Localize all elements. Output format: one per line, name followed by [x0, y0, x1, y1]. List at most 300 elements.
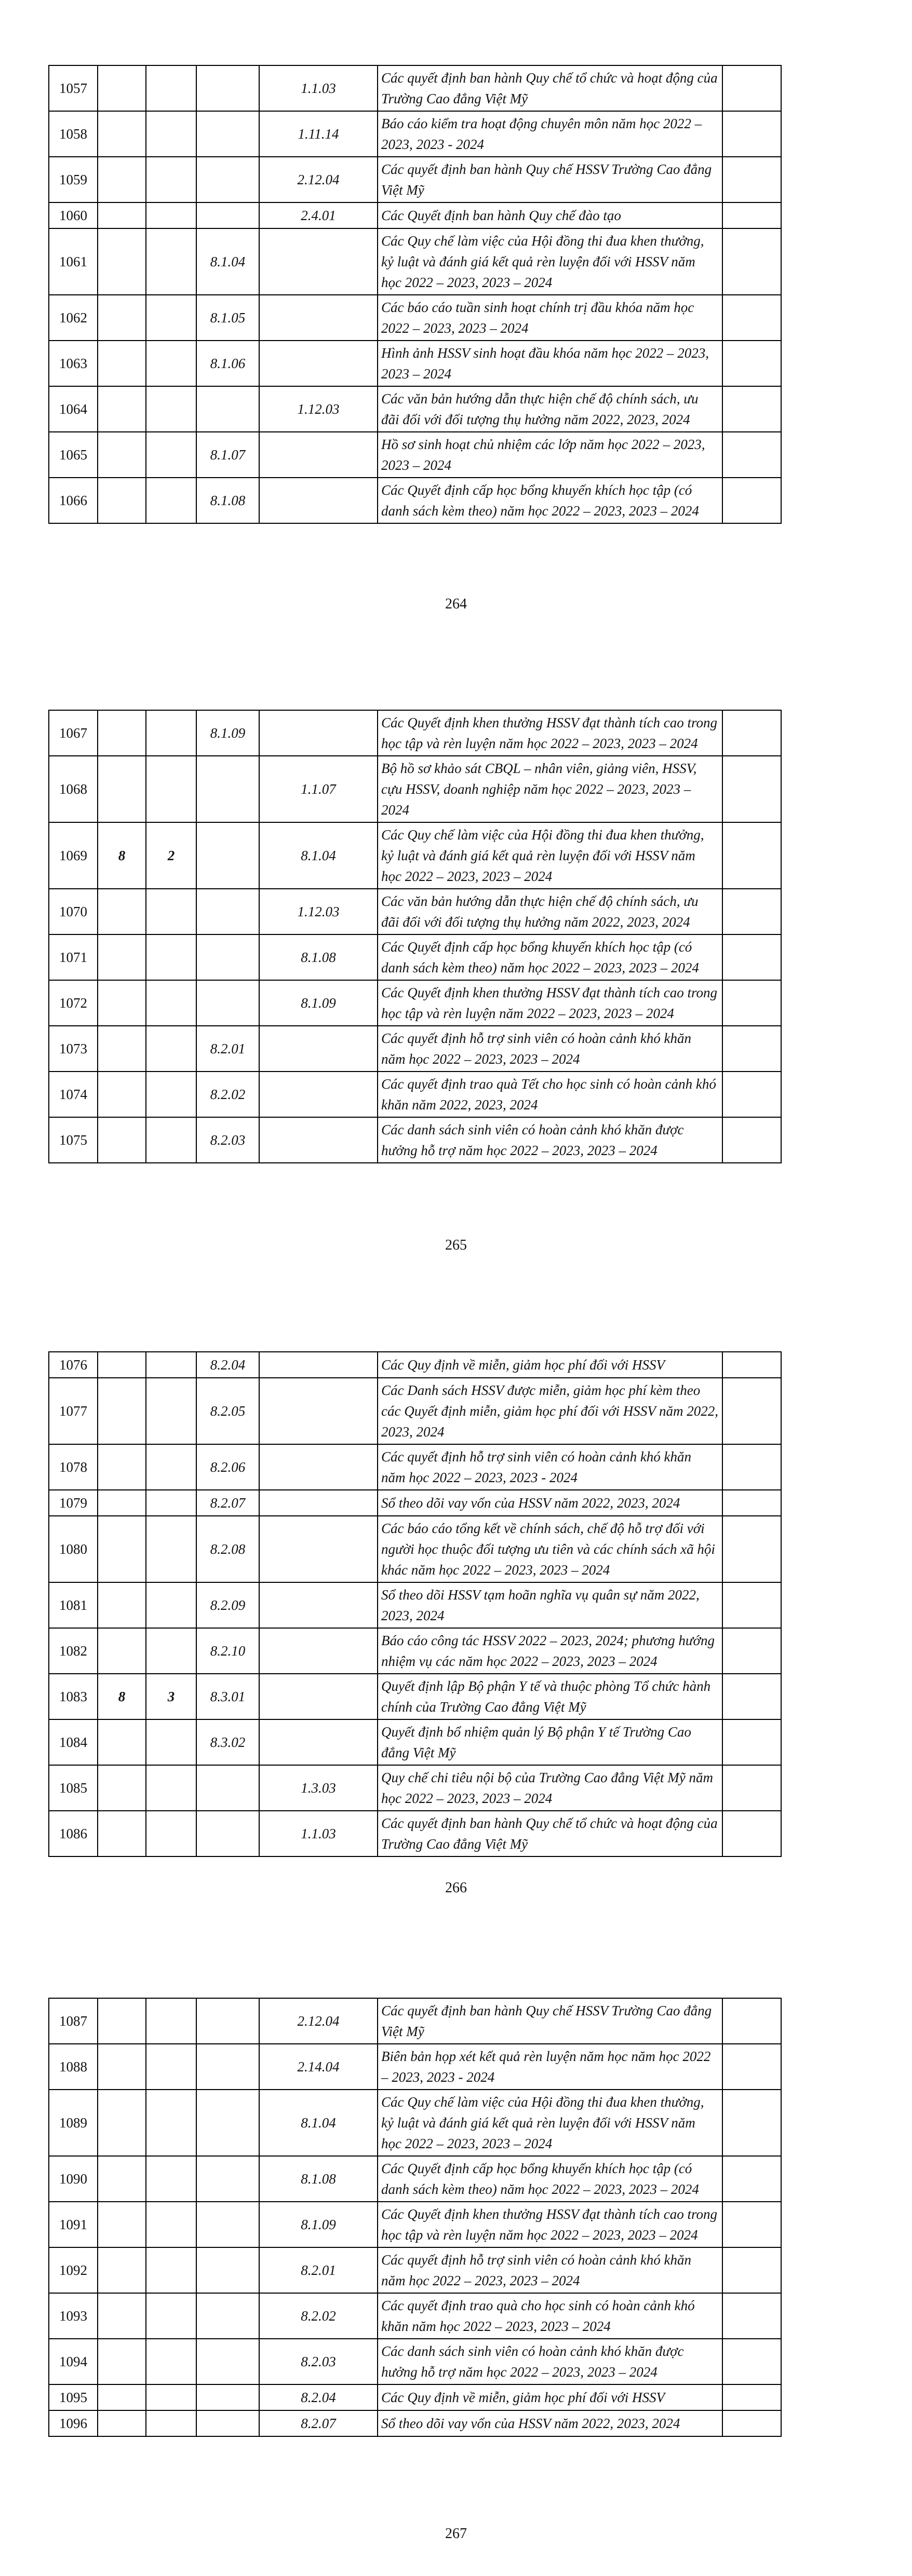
file-code-cell: 1.12.03	[259, 386, 378, 432]
table-row	[49, 202, 781, 228]
ordinal-cell: 1082	[49, 1628, 98, 1674]
description-cell: Biên bản họp xét kết quả rèn luyện năm học năm học 2022 – 2023, 2023 - 2024	[378, 2044, 722, 2090]
file-code-cell	[259, 432, 378, 478]
section-number-cell	[98, 1811, 146, 1856]
table-row	[49, 934, 781, 980]
file-code-cell	[196, 386, 259, 432]
subsection-number-cell	[146, 341, 196, 386]
file-code-cell: 8.1.08	[259, 934, 378, 980]
file-code-cell	[259, 1352, 378, 1378]
description-cell: Các danh sách sinh viên có hoàn cảnh khó khăn được hưởng hỗ trợ năm học 2022 – 2023, 2023 – 2024	[378, 2339, 722, 2384]
description-cell: Các Quyết định khen thưởng HSSV đạt thành tích cao trong học tập và rèn luyện năm 2022 – 2023, 2023 – 2024	[378, 980, 722, 1026]
subsection-number-cell	[146, 295, 196, 341]
file-code-cell	[259, 1582, 378, 1628]
subsection-number-cell	[146, 1811, 196, 1856]
section-number-cell	[98, 1072, 146, 1117]
subsection-number-cell	[146, 157, 196, 202]
subsection-number-cell	[146, 756, 196, 822]
file-code-cell: 1.11.14	[259, 111, 378, 157]
notes-cell	[722, 1582, 781, 1628]
file-code-cell	[196, 157, 259, 202]
description-cell: Các danh sách sinh viên có hoàn cảnh khó khăn được hưởng hỗ trợ năm học 2022 – 2023, 2023 – 2024	[378, 1117, 722, 1163]
description-cell: Báo cáo kiểm tra hoạt động chuyên môn năm học 2022 – 2023, 2023 - 2024	[378, 111, 722, 157]
ordinal-cell: 1080	[49, 1516, 98, 1582]
section-number-cell	[98, 2202, 146, 2247]
notes-cell	[722, 2384, 781, 2410]
file-code-cell	[259, 1072, 378, 1117]
file-code-cell	[196, 2339, 259, 2384]
notes-cell	[722, 1072, 781, 1117]
section-number-cell	[98, 157, 146, 202]
page-number: 266	[445, 1880, 467, 1896]
ordinal-cell: 1092	[49, 2247, 98, 2293]
table-row	[49, 1026, 781, 1072]
section-number-cell	[98, 432, 146, 478]
description-cell: Các Quyết định cấp học bổng khuyến khích học tập (có danh sách kèm theo) năm học 2022 – 2023, 2023 – 2024	[378, 2156, 722, 2202]
table-row	[49, 341, 781, 386]
page-number: 267	[445, 2526, 467, 2542]
section-number-cell	[98, 1490, 146, 1516]
table-row	[49, 2293, 781, 2339]
file-code-cell	[196, 2044, 259, 2090]
file-code-cell: 8.2.09	[196, 1582, 259, 1628]
notes-cell	[722, 822, 781, 889]
table-row	[49, 1444, 781, 1490]
section-number-cell	[98, 1026, 146, 1072]
notes-cell	[722, 2410, 781, 2436]
ordinal-cell: 1086	[49, 1811, 98, 1856]
file-code-cell: 2.12.04	[259, 157, 378, 202]
file-code-cell	[196, 2090, 259, 2156]
file-code-cell: 8.1.09	[259, 2202, 378, 2247]
file-code-cell: 2.14.04	[259, 2044, 378, 2090]
description-cell: Bộ hồ sơ khảo sát CBQL – nhân viên, giảng viên, HSSV, cựu HSSV, doanh nghiệp năm học 2022 – 2023, 2023 – 2024	[378, 756, 722, 822]
table-row	[49, 478, 781, 523]
table-row	[49, 1117, 781, 1163]
description-cell: Các Quy chế làm việc của Hội đồng thi đua khen thưởng, kỷ luật và đánh giá kết quả rèn luyện đối với HSSV năm học 2022 – 2023, 2023 – 2024	[378, 228, 722, 295]
file-code-cell	[196, 2293, 259, 2339]
subsection-number-cell	[146, 111, 196, 157]
file-code-cell	[259, 1117, 378, 1163]
file-code-cell: 8.1.08	[196, 478, 259, 523]
section-number-cell	[98, 1765, 146, 1811]
subsection-number-cell	[146, 1490, 196, 1516]
file-code-cell: 8.2.03	[196, 1117, 259, 1163]
file-code-cell: 8.2.02	[196, 1072, 259, 1117]
notes-cell	[722, 2247, 781, 2293]
subsection-number-cell	[146, 1516, 196, 1582]
table-row	[49, 1352, 781, 1378]
subsection-number-cell	[146, 889, 196, 934]
section-number-cell	[98, 295, 146, 341]
table-row	[49, 889, 781, 934]
ordinal-cell: 1075	[49, 1117, 98, 1163]
ordinal-cell: 1069	[49, 822, 98, 889]
subsection-number-cell	[146, 934, 196, 980]
ordinal-cell: 1059	[49, 157, 98, 202]
table-row	[49, 432, 781, 478]
ordinal-cell: 1074	[49, 1072, 98, 1117]
ordinal-cell: 1093	[49, 2293, 98, 2339]
notes-cell	[722, 980, 781, 1026]
ordinal-cell: 1085	[49, 1765, 98, 1811]
table-row	[49, 1811, 781, 1856]
file-code-cell: 8.3.01	[196, 1674, 259, 1719]
table-row	[49, 1765, 781, 1811]
subsection-number-cell	[146, 2339, 196, 2384]
description-cell: Sổ theo dõi vay vốn của HSSV năm 2022, 2023, 2024	[378, 1490, 722, 1516]
notes-cell	[722, 1117, 781, 1163]
description-cell: Các Quyết định cấp học bổng khuyến khích học tập (có danh sách kèm theo) năm học 2022 – 2023, 2023 – 2024	[378, 478, 722, 523]
table-row	[49, 2339, 781, 2384]
file-code-cell	[196, 2247, 259, 2293]
description-cell: Các Quyết định khen thưởng HSSV đạt thành tích cao trong học tập và rèn luyện năm học 2022 – 2023, 2023 – 2024	[378, 710, 722, 756]
document-page-267	[48, 1998, 781, 2437]
subsection-number-cell	[146, 2247, 196, 2293]
file-code-cell	[196, 934, 259, 980]
subsection-number-cell	[146, 65, 196, 111]
notes-cell	[722, 1490, 781, 1516]
file-code-cell	[196, 2384, 259, 2410]
notes-cell	[722, 1628, 781, 1674]
file-code-cell	[259, 295, 378, 341]
file-code-cell: 1.3.03	[259, 1765, 378, 1811]
subsection-number-cell	[146, 2156, 196, 2202]
subsection-number-cell	[146, 710, 196, 756]
section-number-cell	[98, 1582, 146, 1628]
description-cell: Quy chế chi tiêu nội bộ của Trường Cao đẳng Việt Mỹ năm học 2022 – 2023, 2023 – 2024	[378, 1765, 722, 1811]
section-number-cell	[98, 2410, 146, 2436]
ordinal-cell: 1070	[49, 889, 98, 934]
file-code-cell: 8.1.04	[259, 822, 378, 889]
ordinal-cell: 1081	[49, 1582, 98, 1628]
description-cell: Các Quyết định ban hành Quy chế đào tạo	[378, 202, 722, 228]
description-cell: Hình ảnh HSSV sinh hoạt đầu khóa năm học 2022 – 2023, 2023 – 2024	[378, 341, 722, 386]
ordinal-cell: 1063	[49, 341, 98, 386]
section-number-cell	[98, 934, 146, 980]
file-code-cell	[196, 111, 259, 157]
section-number-cell	[98, 202, 146, 228]
notes-cell	[722, 2202, 781, 2247]
description-cell: Các Danh sách HSSV được miễn, giảm học phí kèm theo các Quyết định miễn, giảm học phí đối với HSSV năm 2022, 2023, 2024	[378, 1378, 722, 1444]
subsection-number-cell	[146, 2410, 196, 2436]
description-cell: Các quyết định hỗ trợ sinh viên có hoàn cảnh khó khăn năm học 2022 – 2023, 2023 – 2024	[378, 2247, 722, 2293]
description-cell: Các Quy chế làm việc của Hội đồng thi đua khen thưởng, kỷ luật và đánh giá kết quả rèn luyện đối với HSSV năm học 2022 – 2023, 2023 – 2024	[378, 822, 722, 889]
table-row	[49, 710, 781, 756]
subsection-number-cell	[146, 1719, 196, 1765]
document-page-264	[48, 65, 781, 524]
archive-inventory-table	[48, 65, 782, 524]
section-number-cell	[98, 1117, 146, 1163]
description-cell: Các Quyết định cấp học bổng khuyến khích học tập (có danh sách kèm theo) năm học 2022 – 2023, 2023 – 2024	[378, 934, 722, 980]
notes-cell	[722, 2293, 781, 2339]
table-row	[49, 1516, 781, 1582]
file-code-cell	[196, 2410, 259, 2436]
ordinal-cell: 1090	[49, 2156, 98, 2202]
description-cell: Các báo cáo tổng kết về chính sách, chế độ hỗ trợ đối với người học thuộc đối tượng ưu tiên và các chính sách xã hội khác năm học 2022 – 2023, 2023 – 2024	[378, 1516, 722, 1582]
table-row	[49, 111, 781, 157]
subsection-number-cell	[146, 228, 196, 295]
subsection-number-cell	[146, 478, 196, 523]
description-cell: Các quyết định ban hành Quy chế HSSV Trường Cao đẳng Việt Mỹ	[378, 1998, 722, 2044]
file-code-cell	[259, 1516, 378, 1582]
description-cell: Các văn bản hướng dẫn thực hiện chế độ chính sách, ưu đãi đối với đối tượng thụ hưởng năm 2022, 2023, 2024	[378, 889, 722, 934]
table-row	[49, 1628, 781, 1674]
description-cell: Các Quyết định khen thưởng HSSV đạt thành tích cao trong học tập và rèn luyện năm học 2022 – 2023, 2023 – 2024	[378, 2202, 722, 2247]
description-cell: Các quyết định ban hành Quy chế tổ chức và hoạt động của Trường Cao đẳng Việt Mỹ	[378, 1811, 722, 1856]
table-row	[49, 980, 781, 1026]
file-code-cell	[259, 228, 378, 295]
section-number-cell	[98, 2339, 146, 2384]
table-row	[49, 65, 781, 111]
ordinal-cell: 1089	[49, 2090, 98, 2156]
notes-cell	[722, 1352, 781, 1378]
ordinal-cell: 1065	[49, 432, 98, 478]
table-row	[49, 2247, 781, 2293]
ordinal-cell: 1076	[49, 1352, 98, 1378]
table-row	[49, 1674, 781, 1719]
table-row	[49, 157, 781, 202]
ordinal-cell: 1061	[49, 228, 98, 295]
file-code-cell: 8.1.04	[259, 2090, 378, 2156]
ordinal-cell: 1078	[49, 1444, 98, 1490]
table-row	[49, 822, 781, 889]
file-code-cell: 8.2.01	[196, 1026, 259, 1072]
file-code-cell	[259, 1628, 378, 1674]
page-number: 264	[445, 596, 467, 612]
file-code-cell: 8.3.02	[196, 1719, 259, 1765]
table-row	[49, 228, 781, 295]
subsection-number-cell	[146, 2293, 196, 2339]
ordinal-cell: 1095	[49, 2384, 98, 2410]
section-number-cell	[98, 65, 146, 111]
section-number-cell	[98, 2247, 146, 2293]
section-number-cell	[98, 980, 146, 1026]
subsection-number-cell	[146, 386, 196, 432]
subsection-number-cell	[146, 1352, 196, 1378]
file-code-cell: 1.1.07	[259, 756, 378, 822]
notes-cell	[722, 934, 781, 980]
archive-inventory-table	[48, 1351, 782, 1857]
section-number-cell	[98, 1998, 146, 2044]
file-code-cell	[259, 1719, 378, 1765]
file-code-cell: 8.2.07	[259, 2410, 378, 2436]
ordinal-cell: 1087	[49, 1998, 98, 2044]
section-number-cell: 8	[98, 822, 146, 889]
file-code-cell: 8.1.06	[196, 341, 259, 386]
section-number-cell	[98, 889, 146, 934]
subsection-number-cell	[146, 980, 196, 1026]
section-number-cell	[98, 478, 146, 523]
file-code-cell	[196, 2202, 259, 2247]
ordinal-cell: 1077	[49, 1378, 98, 1444]
file-code-cell: 8.2.01	[259, 2247, 378, 2293]
ordinal-cell: 1060	[49, 202, 98, 228]
file-code-cell: 8.2.02	[259, 2293, 378, 2339]
file-code-cell	[259, 478, 378, 523]
notes-cell	[722, 65, 781, 111]
table-row	[49, 2384, 781, 2410]
section-number-cell	[98, 710, 146, 756]
notes-cell	[722, 432, 781, 478]
description-cell: Các báo cáo tuần sinh hoạt chính trị đầu khóa năm học 2022 – 2023, 2023 – 2024	[378, 295, 722, 341]
file-code-cell: 1.12.03	[259, 889, 378, 934]
description-cell: Các quyết định ban hành Quy chế tổ chức và hoạt động của Trường Cao đẳng Việt Mỹ	[378, 65, 722, 111]
subsection-number-cell	[146, 1026, 196, 1072]
file-code-cell: 1.1.03	[259, 65, 378, 111]
file-code-cell	[259, 1490, 378, 1516]
ordinal-cell: 1079	[49, 1490, 98, 1516]
file-code-cell: 1.1.03	[259, 1811, 378, 1856]
notes-cell	[722, 1026, 781, 1072]
ordinal-cell: 1071	[49, 934, 98, 980]
notes-cell	[722, 2090, 781, 2156]
ordinal-cell: 1068	[49, 756, 98, 822]
description-cell: Sổ theo dõi HSSV tạm hoãn nghĩa vụ quân sự năm 2022, 2023, 2024	[378, 1582, 722, 1628]
subsection-number-cell	[146, 202, 196, 228]
notes-cell	[722, 1811, 781, 1856]
ordinal-cell: 1058	[49, 111, 98, 157]
file-code-cell	[259, 710, 378, 756]
ordinal-cell: 1084	[49, 1719, 98, 1765]
file-code-cell: 8.2.04	[196, 1352, 259, 1378]
notes-cell	[722, 386, 781, 432]
notes-cell	[722, 1378, 781, 1444]
subsection-number-cell	[146, 2202, 196, 2247]
subsection-number-cell	[146, 1628, 196, 1674]
document-page-265	[48, 710, 781, 1163]
description-cell: Các quyết định trao quà cho học sinh có hoàn cảnh khó khăn năm học 2022 – 2023, 2023 – 2024	[378, 2293, 722, 2339]
file-code-cell	[259, 1026, 378, 1072]
description-cell: Báo cáo công tác HSSV 2022 – 2023, 2024; phương hướng nhiệm vụ các năm học 2022 – 2023, 2023 – 2024	[378, 1628, 722, 1674]
notes-cell	[722, 1516, 781, 1582]
notes-cell	[722, 111, 781, 157]
file-code-cell	[196, 65, 259, 111]
notes-cell	[722, 228, 781, 295]
file-code-cell	[196, 980, 259, 1026]
table-row	[49, 1490, 781, 1516]
description-cell: Các quyết định hỗ trợ sinh viên có hoàn cảnh khó khăn năm học 2022 – 2023, 2023 - 2024	[378, 1444, 722, 1490]
subsection-number-cell	[146, 1072, 196, 1117]
file-code-cell	[196, 889, 259, 934]
ordinal-cell: 1094	[49, 2339, 98, 2384]
section-number-cell	[98, 2293, 146, 2339]
description-cell: Sổ theo dõi vay vốn của HSSV năm 2022, 2023, 2024	[378, 2410, 722, 2436]
file-code-cell	[196, 2156, 259, 2202]
table-row	[49, 1719, 781, 1765]
subsection-number-cell	[146, 432, 196, 478]
subsection-number-cell: 2	[146, 822, 196, 889]
subsection-number-cell	[146, 1998, 196, 2044]
archive-inventory-table	[48, 1998, 782, 2437]
notes-cell	[722, 756, 781, 822]
section-number-cell	[98, 2384, 146, 2410]
ordinal-cell: 1066	[49, 478, 98, 523]
notes-cell	[722, 1674, 781, 1719]
section-number-cell	[98, 1378, 146, 1444]
table-row	[49, 386, 781, 432]
subsection-number-cell	[146, 2044, 196, 2090]
section-number-cell	[98, 341, 146, 386]
subsection-number-cell	[146, 2384, 196, 2410]
file-code-cell	[196, 1998, 259, 2044]
file-code-cell: 8.2.07	[196, 1490, 259, 1516]
section-number-cell	[98, 111, 146, 157]
notes-cell	[722, 1444, 781, 1490]
file-code-cell: 8.1.08	[259, 2156, 378, 2202]
file-code-cell: 8.1.09	[196, 710, 259, 756]
subsection-number-cell	[146, 1444, 196, 1490]
description-cell: Quyết định bổ nhiệm quản lý Bộ phận Y tế Trường Cao đẳng Việt Mỹ	[378, 1719, 722, 1765]
file-code-cell: 8.2.10	[196, 1628, 259, 1674]
file-code-cell	[196, 202, 259, 228]
table-row	[49, 1072, 781, 1117]
file-code-cell	[259, 1444, 378, 1490]
section-number-cell	[98, 1628, 146, 1674]
notes-cell	[722, 202, 781, 228]
file-code-cell: 8.2.08	[196, 1516, 259, 1582]
section-number-cell	[98, 386, 146, 432]
file-code-cell	[259, 341, 378, 386]
table-row	[49, 1582, 781, 1628]
subsection-number-cell	[146, 1582, 196, 1628]
notes-cell	[722, 157, 781, 202]
notes-cell	[722, 2339, 781, 2384]
section-number-cell	[98, 1352, 146, 1378]
section-number-cell	[98, 1516, 146, 1582]
notes-cell	[722, 1998, 781, 2044]
description-cell: Hồ sơ sinh hoạt chủ nhiệm các lớp năm học 2022 – 2023, 2023 – 2024	[378, 432, 722, 478]
table-row	[49, 756, 781, 822]
ordinal-cell: 1083	[49, 1674, 98, 1719]
archive-inventory-table	[48, 710, 782, 1163]
document-page-266	[48, 1351, 781, 1857]
file-code-cell: 2.4.01	[259, 202, 378, 228]
description-cell: Các Quy định về miễn, giảm học phí đối với HSSV	[378, 2384, 722, 2410]
table-row	[49, 2044, 781, 2090]
ordinal-cell: 1088	[49, 2044, 98, 2090]
section-number-cell	[98, 756, 146, 822]
ordinal-cell: 1073	[49, 1026, 98, 1072]
subsection-number-cell	[146, 1378, 196, 1444]
ordinal-cell: 1096	[49, 2410, 98, 2436]
file-code-cell	[259, 1674, 378, 1719]
section-number-cell	[98, 2156, 146, 2202]
file-code-cell: 8.1.07	[196, 432, 259, 478]
file-code-cell: 2.12.04	[259, 1998, 378, 2044]
file-code-cell: 8.2.05	[196, 1378, 259, 1444]
page-number: 265	[445, 1237, 467, 1253]
notes-cell	[722, 341, 781, 386]
table-row	[49, 2410, 781, 2436]
subsection-number-cell	[146, 1765, 196, 1811]
file-code-cell	[196, 756, 259, 822]
section-number-cell	[98, 1444, 146, 1490]
notes-cell	[722, 2156, 781, 2202]
table-row	[49, 1378, 781, 1444]
ordinal-cell: 1067	[49, 710, 98, 756]
file-code-cell	[196, 1765, 259, 1811]
file-code-cell: 8.1.04	[196, 228, 259, 295]
ordinal-cell: 1062	[49, 295, 98, 341]
notes-cell	[722, 295, 781, 341]
file-code-cell: 8.2.03	[259, 2339, 378, 2384]
ordinal-cell: 1072	[49, 980, 98, 1026]
description-cell: Các văn bản hướng dẫn thực hiện chế độ chính sách, ưu đãi đối với đối tượng thụ hưởng năm 2022, 2023, 2024	[378, 386, 722, 432]
file-code-cell: 8.2.06	[196, 1444, 259, 1490]
description-cell: Các Quy chế làm việc của Hội đồng thi đua khen thưởng, kỷ luật và đánh giá kết quả rèn luyện đối với HSSV năm học 2022 – 2023, 2023 – 2024	[378, 2090, 722, 2156]
ordinal-cell: 1091	[49, 2202, 98, 2247]
